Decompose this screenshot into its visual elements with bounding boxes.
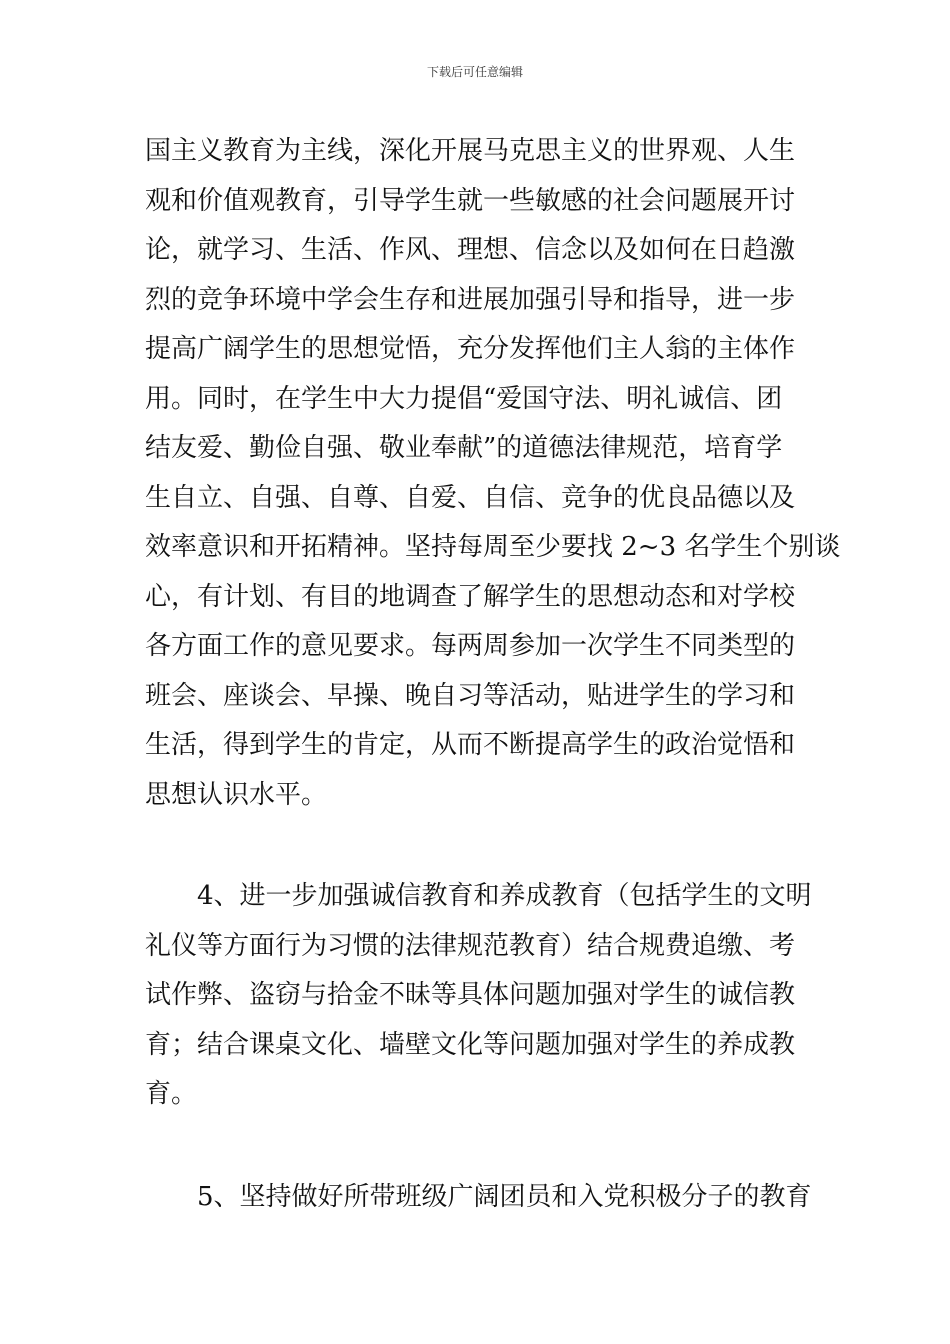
text-line: 礼仪等方面行为习惯的法律规范教育）结合规费追缴、考	[145, 930, 796, 961]
page-header: 下载后可任意编辑	[426, 65, 523, 79]
text-line: 4、进一步加强诚信教育和养成教育（包括学生的文明	[145, 881, 812, 911]
paragraph-1	[145, 127, 841, 820]
text-line: 思想认识水平。	[145, 779, 328, 810]
text-line: 5、坚持做好所带班级广阔团员和入党积极分子的教育	[145, 1182, 812, 1212]
text-line: 班会、座谈会、早操、晚自习等活动，贴进学生的学习和	[145, 680, 796, 711]
text-line: 观和价值观教育，引导学生就一些敏感的社会问题展开讨	[145, 185, 796, 216]
text-line: 国主义教育为主线，深化开展马克思主义的世界观、人生	[145, 136, 796, 166]
text-line: 生活，得到学生的肯定，从而不断提高学生的政治觉悟和	[145, 730, 796, 760]
text-line: 生自立、自强、自尊、自爱、自信、竞争的优良品德以及	[145, 482, 796, 513]
text-line: 提高广阔学生的思想觉悟，充分发挥他们主人翁的主体作	[145, 334, 796, 364]
text-line: 用。同时，在学生中大力提倡“爱国守法、明礼诚信、团	[145, 383, 783, 414]
text-line: 心，有计划、有目的地调查了解学生的思想动态和对学校	[145, 581, 796, 612]
text-line: 论，就学习、生活、作风、理想、信念以及如何在日趋激	[145, 235, 796, 265]
paragraph-3	[145, 1173, 812, 1223]
text-line: 结友爱、勤俭自强、敬业奉献”的道德法律规范，培育学	[145, 433, 783, 463]
text-line: 效率意识和开拓精神。坚持每周至少要找 2~3 名学生个别谈	[145, 532, 841, 562]
text-line: 育；结合课桌文化、墙壁文化等问题加强对学生的养成教	[145, 1029, 796, 1060]
text-line: 育。	[145, 1079, 198, 1109]
text-line: 试作弊、盗窃与拾金不昧等具体问题加强对学生的诚信教	[145, 980, 796, 1010]
paragraph-2	[145, 872, 812, 1120]
text-line: 各方面工作的意见要求。每两周参加一次学生不同类型的	[145, 631, 796, 661]
text-line: 烈的竞争环境中学会生存和进展加强引导和指导，进一步	[145, 284, 796, 315]
